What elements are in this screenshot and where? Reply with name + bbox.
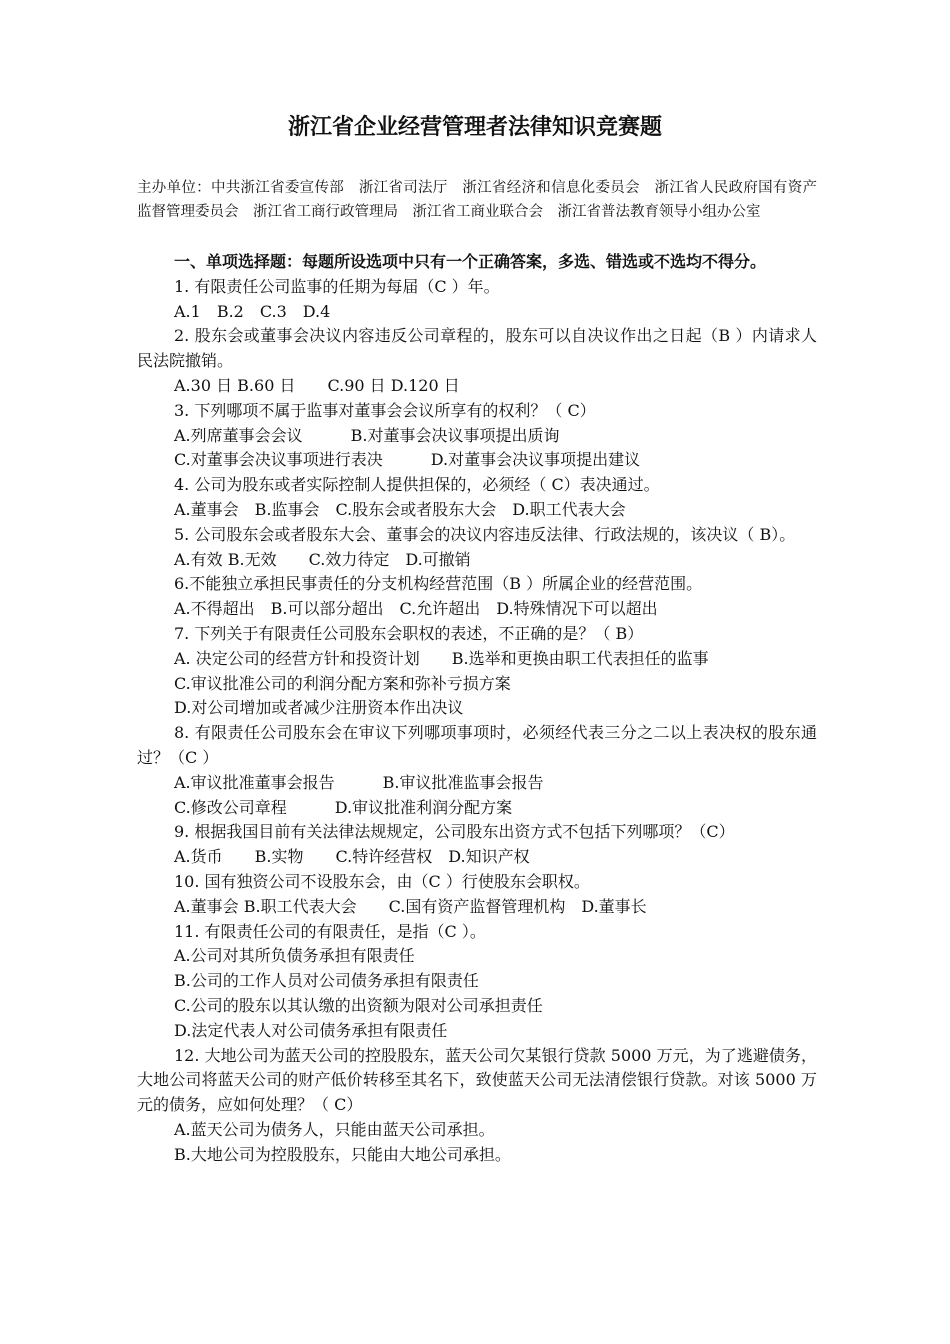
question-options: A.董事会 B.职工代表大会 C.国有资产监督管理机构 D.董事长 bbox=[174, 896, 647, 916]
question-options: D.对公司增加或者减少注册资本作出决议 bbox=[174, 698, 464, 718]
question-options: C.公司的股东以其认缴的出资额为限对公司承担责任 bbox=[174, 995, 543, 1015]
question-text: 10. 国有独资公司不设股东会，由（C ）行使股东会职权。 bbox=[174, 871, 590, 891]
question-3 bbox=[137, 399, 817, 473]
question-text: 6.不能独立承担民事责任的分支机构经营范围（B ）所属企业的经营范围。 bbox=[174, 574, 703, 594]
question-options: C.审议批准公司的利润分配方案和弥补亏损方案 bbox=[174, 673, 511, 693]
question-4 bbox=[137, 473, 817, 523]
question-options: A.30 日 B.60 日 C.90 日 D.120 日 bbox=[174, 375, 460, 395]
question-text: 2. 股东会或董事会决议内容违反公司章程的，股东可以自决议作出之日起（B ）内请求人民法院撤销。 bbox=[137, 326, 817, 371]
sponsor-line: 主办单位：中共浙江省委宣传部 浙江省司法厅 浙江省经济和信息化委员会 浙江省人民政府国有资产监督管理委员会 浙江省工商行政管理局 浙江省工商业联合会 浙江省普法教育领导小组办公室 bbox=[137, 180, 817, 220]
question-11 bbox=[137, 920, 817, 1044]
question-options: D.法定代表人对公司债务承担有限责任 bbox=[174, 1020, 448, 1040]
question-options: A. 决定公司的经营方针和投资计划 B.选举和更换由职工代表担任的监事 bbox=[174, 648, 709, 668]
question-options: A.有效 B.无效 C.效力待定 D.可撤销 bbox=[174, 549, 471, 569]
question-text: 5. 公司股东会或者股东大会、董事会的决议内容违反法律、行政法规的，该决议（ B）。 bbox=[174, 524, 796, 544]
question-options: A.蓝天公司为债务人，只能由蓝天公司承担。 bbox=[174, 1119, 495, 1139]
question-options: A.列席董事会会议 B.对董事会决议事项提出质询 bbox=[174, 425, 560, 445]
question-7 bbox=[137, 622, 817, 721]
question-options: A.审议批准董事会报告 B.审议批准监事会报告 bbox=[174, 772, 544, 792]
question-text: 3. 下列哪项不属于监事对董事会会议所享有的权利？（ C） bbox=[174, 400, 596, 420]
question-text: 4. 公司为股东或者实际控制人提供担保的，必须经（ C）表决通过。 bbox=[174, 475, 660, 495]
question-options: C.对董事会决议事项进行表决 D.对董事会决议事项提出建议 bbox=[174, 450, 641, 470]
question-10 bbox=[137, 870, 817, 920]
question-9 bbox=[137, 820, 817, 870]
question-text: 8. 有限责任公司股东会在审议下列哪项事项时，必须经代表三分之二以上表决权的股东通过？（C ） bbox=[137, 723, 817, 767]
question-options: A.董事会 B.监事会 C.股东会或者股东大会 D.职工代表大会 bbox=[174, 499, 626, 519]
question-text: 11. 有限责任公司的有限责任，是指（C ）。 bbox=[174, 921, 486, 941]
question-options: A.货币 B.实物 C.特许经营权 D.知识产权 bbox=[174, 847, 530, 867]
question-text: 12. 大地公司为蓝天公司的控股股东，蓝天公司欠某银行贷款 5000 万元，为了逃避债务，大地公司将蓝天公司的财产低价转移至其名下，致使蓝天公司无法清偿银行贷款。对该 5000 万元的债务，应如何处理？（ C） bbox=[137, 1045, 817, 1115]
question-5 bbox=[137, 523, 817, 573]
question-2 bbox=[137, 324, 817, 398]
question-text: 9. 根据我国目前有关法律法规规定，公司股东出资方式不包括下列哪项？（C） bbox=[174, 822, 735, 842]
question-12 bbox=[137, 1044, 817, 1168]
question-options: B.公司的工作人员对公司债务承担有限责任 bbox=[174, 971, 479, 991]
question-1 bbox=[137, 275, 817, 325]
question-options: A.公司对其所负债务承担有限责任 bbox=[174, 946, 415, 966]
document-title: 浙江省企业经营管理者法律知识竞赛题 bbox=[287, 115, 662, 140]
question-options: B.大地公司为控股股东，只能由大地公司承担。 bbox=[174, 1144, 511, 1164]
section-heading: 一、单项选择题：每题所设选项中只有一个正确答案，多选、错选或不选均不得分。 bbox=[174, 252, 767, 271]
question-body bbox=[137, 250, 817, 1167]
question-text: 1. 有限责任公司监事的任期为每届（C ）年。 bbox=[174, 276, 500, 296]
question-options: A.1 B.2 C.3 D.4 bbox=[174, 301, 331, 321]
question-options: A.不得超出 B.可以部分超出 C.允许超出 D.特殊情况下可以超出 bbox=[174, 599, 658, 619]
question-6 bbox=[137, 572, 817, 622]
question-options: C.修改公司章程 D.审议批准利润分配方案 bbox=[174, 797, 513, 817]
question-8 bbox=[137, 721, 817, 820]
question-text: 7. 下列关于有限责任公司股东会职权的表述，不正确的是？（ B） bbox=[174, 623, 644, 643]
